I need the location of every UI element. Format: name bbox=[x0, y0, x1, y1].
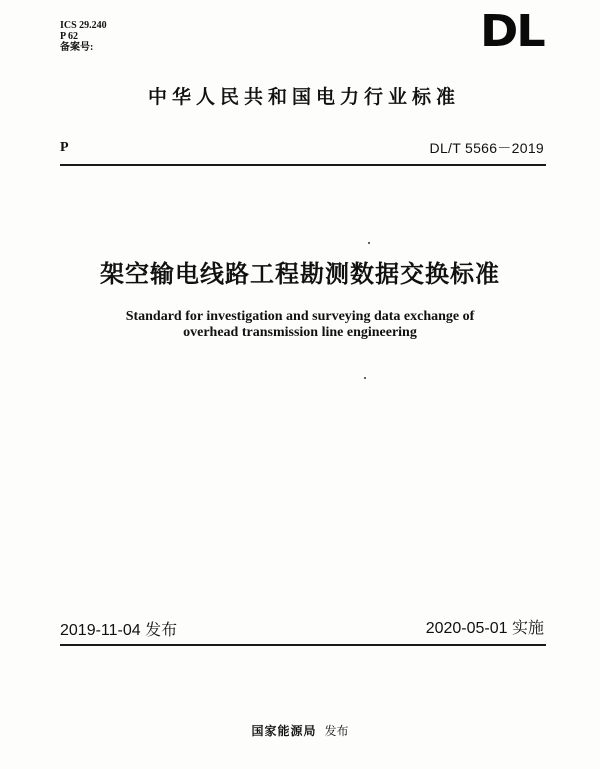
speck-mark bbox=[368, 242, 370, 244]
implementation-date: 2020-05-01 实施 bbox=[425, 620, 544, 637]
filing-number-label: 备案号: bbox=[60, 42, 94, 53]
issue-date: 2019-11-04 发布 bbox=[60, 622, 178, 639]
english-title-line-1: Standard for investigation and surveying data exchange of bbox=[125, 309, 475, 324]
english-title-line-2: overhead transmission line engineering bbox=[183, 325, 417, 340]
publisher-name: 国家能源局 bbox=[251, 724, 317, 738]
top-divider bbox=[60, 164, 546, 166]
standard-number: DL/T 5566－2019 bbox=[429, 140, 544, 156]
bottom-divider bbox=[60, 644, 546, 646]
classification-code: P 62 bbox=[60, 31, 79, 42]
chinese-title: 架空输电线路工程勘测数据交换标准 bbox=[100, 260, 500, 288]
publish-verb: 发布 bbox=[324, 724, 349, 738]
category-letter: P bbox=[60, 140, 69, 155]
publisher-line bbox=[0, 722, 600, 739]
classification-block bbox=[60, 20, 107, 53]
speck-mark bbox=[364, 377, 366, 379]
ics-code: ICS 29.240 bbox=[60, 20, 107, 31]
industry-standard-title: 中华人民共和国电力行业标准 bbox=[147, 86, 460, 108]
dl-logo: DL bbox=[480, 6, 544, 57]
english-title bbox=[0, 309, 600, 341]
